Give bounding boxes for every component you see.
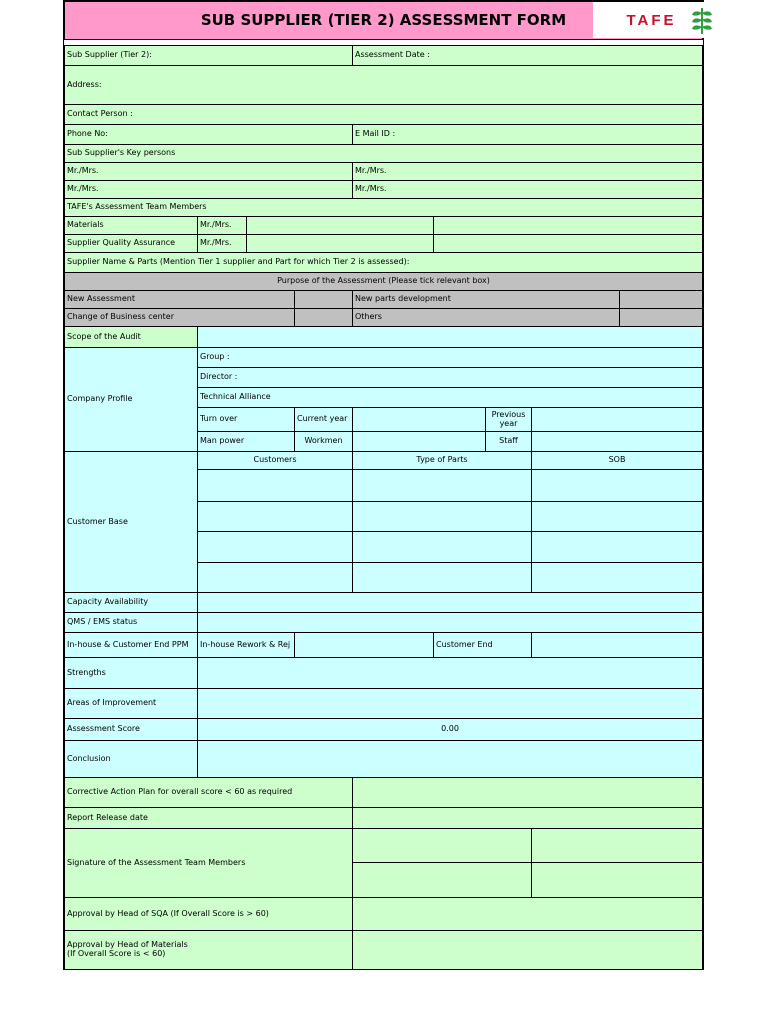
approval-sqa-label: Approval by Head of SQA (If Overall Score is > 60) [64,897,353,931]
sob-cell[interactable] [531,501,703,532]
company-profile-label: Company Profile [64,347,198,452]
signature-cell[interactable] [531,828,703,863]
key-person-4[interactable]: Mr./Mrs. [352,180,703,199]
capacity-label: Capacity Availability [64,592,198,613]
score-value: 0.00 [197,718,703,741]
materials-member-extra[interactable] [433,216,703,235]
materials-member-name[interactable] [246,216,434,235]
inhouse-rework-field[interactable] [294,632,434,658]
approval-materials-field[interactable] [352,930,703,970]
previous-year-label: Previous year [485,407,532,432]
improvement-label: Areas of Improvement [64,688,198,719]
group-field[interactable]: Group : [197,347,703,368]
qms-label: QMS / EMS status [64,612,198,633]
scope-field[interactable] [197,326,703,348]
current-year-label: Current year [294,407,353,432]
customer-end-field[interactable] [531,632,703,658]
materials-member[interactable]: Mr./Mrs. [197,216,247,235]
sob-cell[interactable] [531,531,703,563]
customer-end-label: Customer End [433,632,532,658]
improvement-field[interactable] [197,688,703,719]
customers-header: Customers [197,451,353,470]
corrective-action-label: Corrective Action Plan for overall score < 60 as required [64,777,353,808]
assessment-form [63,0,704,970]
workmen-label: Workmen [294,431,353,452]
email-field[interactable]: E Mail ID : [352,124,703,145]
strengths-field[interactable] [197,657,703,689]
phone-field[interactable]: Phone No: [64,124,353,145]
approval-materials-label [64,930,353,970]
qms-field[interactable] [197,612,703,633]
key-person-2[interactable]: Mr./Mrs. [352,162,703,181]
conclusion-label: Conclusion [64,740,198,778]
customer-cell[interactable] [197,501,353,532]
assessment-date-field[interactable]: Assessment Date : [352,45,703,66]
parts-cell[interactable] [352,531,532,563]
supplier-name-parts-field[interactable]: Supplier Name & Parts (Mention Tier 1 supplier and Part for which Tier 2 is assessed): [64,252,703,273]
logo-text: TAFE [626,11,677,29]
score-label: Assessment Score [64,718,198,741]
sob-cell[interactable] [531,562,703,593]
technical-alliance-field[interactable]: Technical Alliance [197,387,703,408]
new-parts-label: New parts development [352,290,620,309]
customer-base-label: Customer Base [64,451,198,593]
director-field[interactable]: Director : [197,367,703,388]
contact-person-field[interactable]: Contact Person : [64,104,703,125]
key-person-3[interactable]: Mr./Mrs. [64,180,353,199]
new-assessment-checkbox[interactable] [294,290,353,309]
sqa-member-extra[interactable] [433,234,703,253]
tafe-logo [593,2,748,38]
inhouse-rework-label: In-house Rework & Rej [197,632,295,658]
type-of-parts-header: Type of Parts [352,451,532,470]
capacity-field[interactable] [197,592,703,613]
release-date-label: Report Release date [64,807,353,829]
strengths-label: Strengths [64,657,198,689]
change-business-label: Change of Business center [64,308,295,327]
wheat-leaf-icon [689,5,715,35]
customer-cell[interactable] [197,469,353,502]
sqa-member[interactable]: Mr./Mrs. [197,234,247,253]
corrective-action-field[interactable] [352,777,703,808]
change-business-checkbox[interactable] [294,308,353,327]
sob-cell[interactable] [531,469,703,502]
others-checkbox[interactable] [619,308,703,327]
scope-label: Scope of the Audit [64,326,198,348]
new-parts-checkbox[interactable] [619,290,703,309]
workmen-field[interactable] [352,431,486,452]
current-year-field[interactable] [352,407,486,432]
parts-cell[interactable] [352,562,532,593]
sob-header: SOB [531,451,703,470]
materials-label: Materials [64,216,198,235]
sub-supplier-label: Sub Supplier (Tier 2): [64,45,353,66]
key-persons-heading: Sub Supplier's Key persons [64,144,703,163]
address-field[interactable]: Address: [64,65,703,105]
signature-cell[interactable] [352,862,532,898]
customer-cell[interactable] [197,531,353,563]
man-power-label: Man power [197,431,295,452]
form-title: SUB SUPPLIER (TIER 2) ASSESSMENT FORM [64,1,703,40]
previous-year-field[interactable] [531,407,703,432]
release-date-field[interactable] [352,807,703,829]
parts-cell[interactable] [352,469,532,502]
conclusion-field[interactable] [197,740,703,778]
signature-cell[interactable] [352,828,532,863]
others-label: Others [352,308,620,327]
staff-field[interactable] [531,431,703,452]
team-members-heading: TAFE's Assessment Team Members [64,198,703,217]
ppm-label: In-house & Customer End PPM [64,632,198,658]
new-assessment-label: New Assessment [64,290,295,309]
approval-materials-line-1: Approval by Head of Materials [67,940,188,950]
sqa-label: Supplier Quality Assurance [64,234,198,253]
approval-materials-line-2: (If Overall Score is < 60) [67,949,166,958]
signature-label: Signature of the Assessment Team Members [64,828,353,898]
key-person-1[interactable]: Mr./Mrs. [64,162,353,181]
signature-cell[interactable] [531,862,703,898]
staff-label: Staff [485,431,532,452]
parts-cell[interactable] [352,501,532,532]
turnover-label: Turn over [197,407,295,432]
approval-sqa-field[interactable] [352,897,703,931]
customer-cell[interactable] [197,562,353,593]
sqa-member-name[interactable] [246,234,434,253]
purpose-heading: Purpose of the Assessment (Please tick relevant box) [64,272,703,291]
